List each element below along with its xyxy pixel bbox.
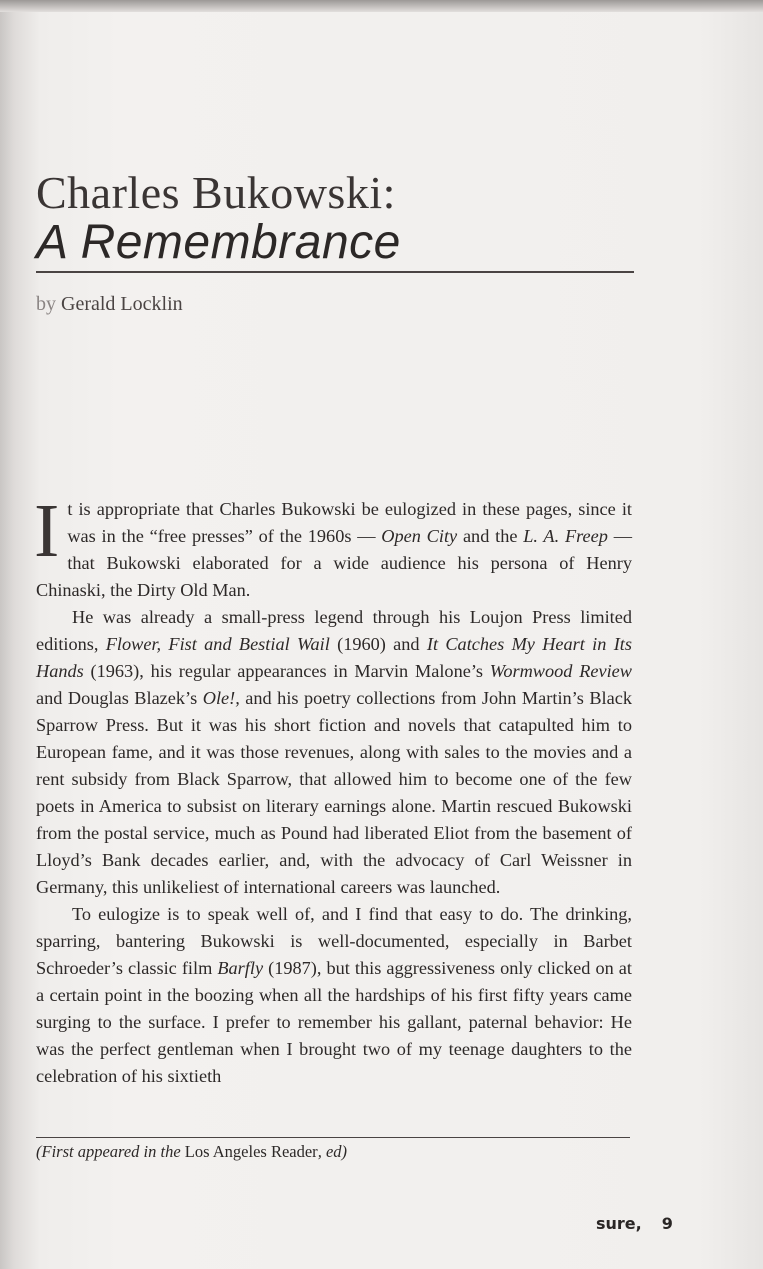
p2-text-b: (1960) and — [329, 634, 427, 654]
footnote-ital-b: , ed) — [317, 1142, 348, 1161]
p1-text-b: and the — [457, 526, 524, 546]
title-line-1: Charles Bukowski: — [36, 167, 396, 218]
footnote — [36, 1142, 347, 1162]
p3-ital-a: Barfly — [217, 958, 264, 978]
p3-text-a: To eulogize is to speak well of, and I find that easy to do. The drinking, sparring, bantering Bukowski is well-documented, especially in Barbet Schroeder’s classic film — [36, 904, 632, 978]
byline-prefix: by — [36, 293, 56, 315]
paragraph-1 — [34, 489, 632, 604]
scan-edge-shadow — [0, 0, 763, 12]
p3-text-b: (1987), but this aggressiveness only clicked on at a certain point in the boozing when all the hardships of his first fifty years came surging to the surface. I prefer to remember his gallant, paternal behavior: He was the perfect gentleman when I brought two of my teenage daughters to the celebration of his sixtieth — [36, 958, 633, 1086]
p2-ital-d: Ole!, — [202, 688, 240, 708]
article-body — [34, 489, 633, 1090]
section-name: sure, — [596, 1214, 642, 1233]
paragraph-3 — [36, 901, 632, 1090]
byline — [36, 293, 183, 316]
p1-ital-b: L. A. Freep — [523, 526, 608, 546]
page-footer — [596, 1214, 673, 1233]
p1-ital-a: Open City — [381, 526, 458, 546]
footnote-rule — [36, 1137, 630, 1138]
drop-cap: I — [34, 489, 60, 573]
p2-text-e: and his poetry collections from John Martin’s Black Sparrow Press. But it was his short fiction and novels that catapulted him to European fame, and it was those revenues, along with sales to the movies and a rent subsidy from Black Sparrow, that allowed him to become one of the few poets in America to subsist on literary earnings alone. Martin rescued Bukowski from the postal service, much as Pound had liberated Eliot from the basement of Lloyd’s Bank decades earlier, and, with the advocacy of Carl Weissner in Germany, this unlikeliest of international careers was launched. — [36, 688, 632, 897]
footnote-publication: Los Angeles Reader — [180, 1142, 318, 1161]
page-number: 9 — [661, 1214, 673, 1233]
author-name: Gerald Locklin — [61, 293, 183, 315]
p2-text-d: and Douglas Blazek’s — [36, 688, 203, 708]
title-rule — [36, 271, 634, 273]
footnote-ital-a: (First appeared in the — [36, 1142, 181, 1161]
p2-text-c: (1963), his regular appearances in Marvin Malone’s — [83, 661, 490, 681]
p1-text-a: t is appropriate that Charles Bukowski be eulogized in these pages, since it was in the “free presses” of the 1960s — — [67, 499, 632, 546]
p2-ital-a: Flower, Fist and Bestial Wail — [105, 634, 330, 654]
p2-ital-c: Wormwood Review — [489, 661, 632, 681]
p2-text-a: He was already a small-press legend through his Loujon Press limited editions, — [36, 607, 632, 654]
title-line-2: A Remembrance — [36, 216, 401, 269]
p1-text-c: — that Bukowski elaborated for a wide audience his persona of Henry Chinaski, the Dirty Old Man. — [36, 526, 632, 600]
paragraph-2 — [36, 604, 632, 901]
p2-ital-b: It Catches My Heart in Its Hands — [36, 634, 632, 681]
